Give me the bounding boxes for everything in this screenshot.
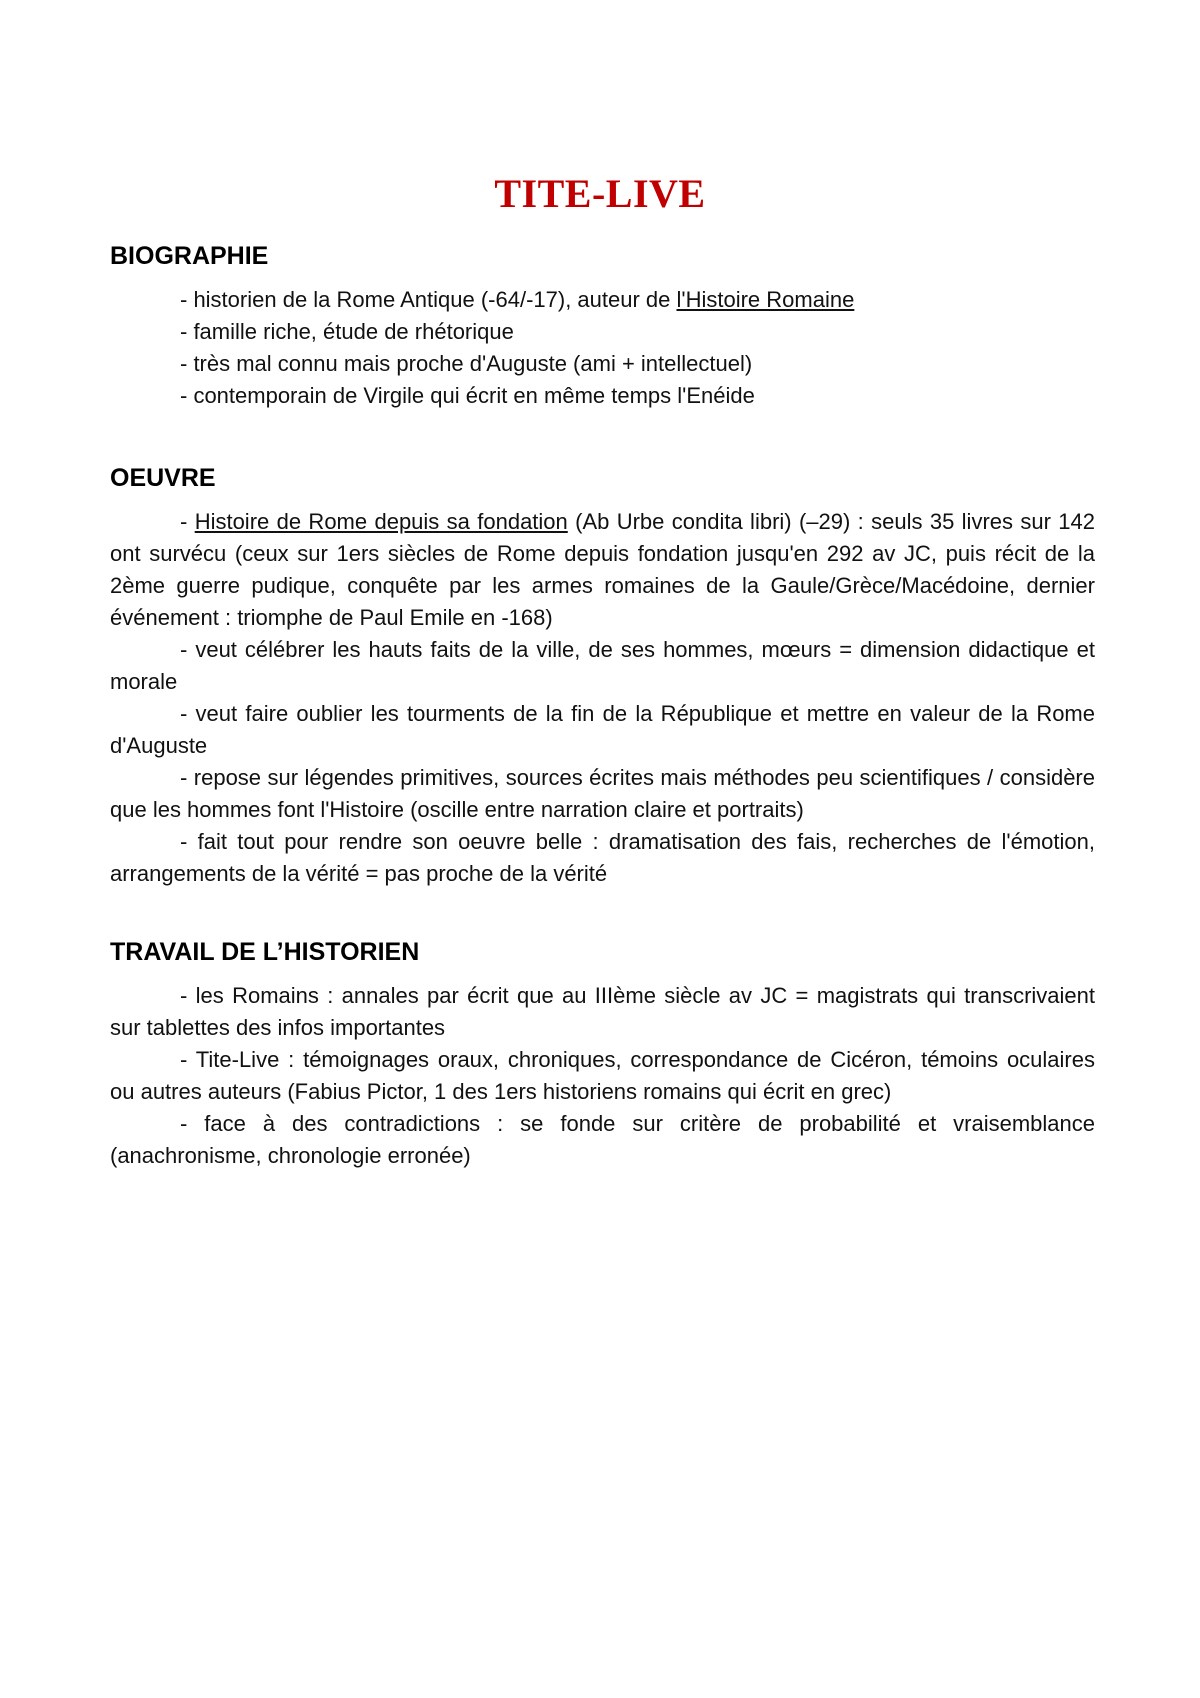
bio-item-1-text: - historien de la Rome Antique (-64/-17), auteur de [180,287,677,312]
biographie-list [110,284,1095,412]
travail-paragraph-1: - les Romains : annales par écrit que au IIIème siècle av JC = magistrats qui transcrivaient sur tablettes des infos importantes [110,983,1095,1040]
heading-oeuvre: OEUVRE [110,464,216,492]
list-item: - famille riche, étude de rhétorique [180,319,514,344]
dash: - [180,509,195,534]
histoire-romaine-title: l'Histoire Romaine [676,287,855,312]
section-oeuvre [110,460,1095,890]
list-item: - très mal connu mais proche d'Auguste (ami + intellectuel) [180,351,753,376]
heading-biographie: BIOGRAPHIE [110,242,269,270]
list-item: - contemporain de Virgile qui écrit en même temps l'Enéide [180,383,755,408]
oeuvre-paragraph-3: - veut faire oublier les tourments de la fin de la République et mettre en valeur de la Rome d'Auguste [110,701,1095,758]
oeuvre-paragraph-5: - fait tout pour rendre son oeuvre belle : dramatisation des fais, recherches de l'émotion, arrangements de la vérité = pas proche de la vérité [110,829,1095,886]
page-title: TITE-LIVE [494,171,706,216]
heading-travail: TRAVAIL DE L’HISTORIEN [110,938,420,966]
section-travail [110,934,1095,1172]
travail-paragraph-3: - face à des contradictions : se fonde sur critère de probabilité et vraisemblance (anachronisme, chronologie erronée) [110,1111,1095,1168]
oeuvre-paragraph-1-text: (Ab Urbe condita libri) (–29) : seuls 35 livres sur 142 ont survécu (ceux sur 1ers siècles de Rome depuis fondation jusqu'en 292 av JC, puis récit de la 2ème guerre pudique, conquête par les armes romaines de la Gaule/Grèce/Macédoine, dernier événement : triomphe de Paul Emile en -168) [110,509,1095,630]
oeuvre-paragraph-4: - repose sur légendes primitives, sources écrites mais méthodes peu scientifiques / considère que les hommes font l'Histoire (oscille entre narration claire et portraits) [110,765,1095,822]
list-item [110,284,1095,316]
work-title: Histoire de Rome depuis sa fondation [194,509,568,534]
oeuvre-paragraph-1 [110,506,1095,634]
oeuvre-paragraph-2: - veut célébrer les hauts faits de la ville, de ses hommes, mœurs = dimension didactique et morale [110,637,1095,694]
section-biographie [110,238,1095,412]
travail-paragraph-2: - Tite-Live : témoignages oraux, chroniques, correspondance de Cicéron, témoins oculaires ou autres auteurs (Fabius Pictor, 1 des 1ers historiens romains qui écrit en grec) [110,1047,1095,1104]
